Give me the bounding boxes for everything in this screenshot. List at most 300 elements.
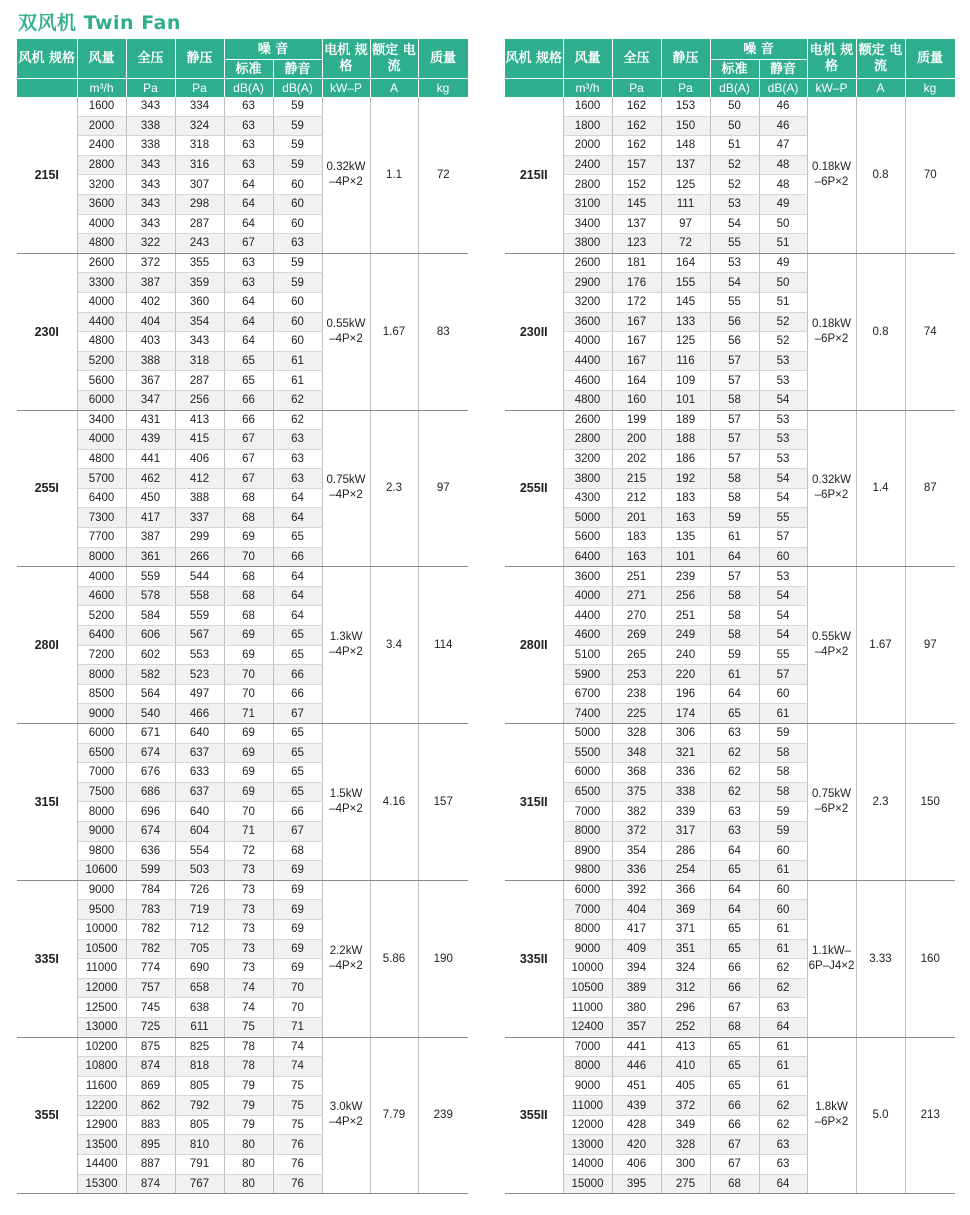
cell-noise-standard: 61 bbox=[710, 528, 759, 548]
unit-motor: kW–P bbox=[322, 79, 370, 98]
cell-static-pressure: 810 bbox=[175, 1135, 224, 1155]
cell-noise-silent: 63 bbox=[273, 430, 322, 450]
cell-noise-standard: 71 bbox=[224, 704, 273, 724]
cell-noise-standard: 64 bbox=[224, 312, 273, 332]
cell-mass: 97 bbox=[418, 410, 468, 567]
cell-total-pressure: 199 bbox=[612, 410, 661, 430]
cell-static-pressure: 256 bbox=[175, 390, 224, 410]
unit-noise-silent: dB(A) bbox=[273, 79, 322, 98]
cell-noise-standard: 50 bbox=[710, 97, 759, 116]
cell-noise-standard: 68 bbox=[224, 606, 273, 626]
cell-mass: 83 bbox=[418, 253, 468, 410]
cell-flow: 10600 bbox=[77, 861, 126, 881]
cell-total-pressure: 387 bbox=[126, 273, 175, 293]
cell-flow: 7000 bbox=[563, 1037, 612, 1057]
cell-noise-silent: 59 bbox=[273, 253, 322, 273]
cell-total-pressure: 439 bbox=[612, 1096, 661, 1116]
cell-noise-silent: 69 bbox=[273, 861, 322, 881]
cell-static-pressure: 405 bbox=[661, 1076, 710, 1096]
cell-flow: 5700 bbox=[77, 469, 126, 489]
cell-flow: 12000 bbox=[563, 1115, 612, 1135]
cell-total-pressure: 368 bbox=[612, 763, 661, 783]
cell-static-pressure: 638 bbox=[175, 998, 224, 1018]
cell-total-pressure: 757 bbox=[126, 978, 175, 998]
cell-total-pressure: 599 bbox=[126, 861, 175, 881]
cell-flow: 12900 bbox=[77, 1115, 126, 1135]
cell-flow: 11000 bbox=[563, 998, 612, 1018]
cell-noise-silent: 66 bbox=[273, 802, 322, 822]
cell-static-pressure: 466 bbox=[175, 704, 224, 724]
cell-total-pressure: 671 bbox=[126, 724, 175, 744]
cell-noise-silent: 63 bbox=[273, 469, 322, 489]
cell-mass: 74 bbox=[905, 253, 955, 410]
header-flow: 风量 bbox=[77, 39, 126, 79]
cell-total-pressure: 725 bbox=[126, 1017, 175, 1037]
cell-total-pressure: 343 bbox=[126, 175, 175, 195]
cell-current: 5.86 bbox=[370, 880, 418, 1037]
cell-current: 0.8 bbox=[856, 97, 905, 253]
cell-static-pressure: 805 bbox=[175, 1076, 224, 1096]
table-row bbox=[17, 567, 468, 587]
header-noise-standard: 标准 bbox=[224, 60, 273, 79]
cell-static-pressure: 243 bbox=[175, 234, 224, 254]
cell-noise-silent: 61 bbox=[759, 1057, 807, 1077]
cell-flow: 1600 bbox=[77, 97, 126, 116]
cell-total-pressure: 343 bbox=[126, 97, 175, 116]
cell-flow: 6500 bbox=[77, 743, 126, 763]
cell-static-pressure: 339 bbox=[661, 802, 710, 822]
cell-noise-standard: 58 bbox=[710, 606, 759, 626]
cell-flow: 4000 bbox=[77, 292, 126, 312]
cell-total-pressure: 336 bbox=[612, 861, 661, 881]
cell-noise-silent: 47 bbox=[759, 136, 807, 156]
cell-noise-silent: 65 bbox=[273, 724, 322, 744]
cell-noise-silent: 60 bbox=[273, 312, 322, 332]
cell-model: 230I bbox=[17, 253, 77, 410]
cell-total-pressure: 895 bbox=[126, 1135, 175, 1155]
cell-model: 280II bbox=[505, 567, 563, 724]
cell-total-pressure: 164 bbox=[612, 371, 661, 391]
cell-current: 3.4 bbox=[370, 567, 418, 724]
cell-model: 255I bbox=[17, 410, 77, 567]
twin-fan-spec-table-right bbox=[505, 39, 956, 1194]
cell-static-pressure: 633 bbox=[175, 763, 224, 783]
cell-noise-standard: 56 bbox=[710, 312, 759, 332]
cell-static-pressure: 338 bbox=[661, 782, 710, 802]
cell-total-pressure: 167 bbox=[612, 312, 661, 332]
cell-noise-standard: 63 bbox=[710, 802, 759, 822]
cell-noise-standard: 63 bbox=[224, 273, 273, 293]
twin-fan-spec-table-left bbox=[17, 39, 469, 1194]
cell-flow: 13500 bbox=[77, 1135, 126, 1155]
cell-motor: 1.3kW –4P×2 bbox=[322, 567, 370, 724]
cell-noise-silent: 50 bbox=[759, 273, 807, 293]
cell-model: 280I bbox=[17, 567, 77, 724]
cell-total-pressure: 181 bbox=[612, 253, 661, 273]
cell-total-pressure: 357 bbox=[612, 1017, 661, 1037]
cell-noise-standard: 63 bbox=[224, 97, 273, 116]
cell-noise-silent: 65 bbox=[273, 763, 322, 783]
cell-total-pressure: 883 bbox=[126, 1115, 175, 1135]
cell-total-pressure: 441 bbox=[612, 1037, 661, 1057]
cell-noise-standard: 64 bbox=[224, 175, 273, 195]
cell-noise-silent: 53 bbox=[759, 567, 807, 587]
header-current: 额定 电流 bbox=[370, 39, 418, 79]
cell-noise-silent: 67 bbox=[273, 821, 322, 841]
cell-flow: 11000 bbox=[563, 1096, 612, 1116]
cell-noise-silent: 58 bbox=[759, 782, 807, 802]
cell-flow: 4000 bbox=[77, 430, 126, 450]
cell-noise-silent: 74 bbox=[273, 1057, 322, 1077]
cell-total-pressure: 875 bbox=[126, 1037, 175, 1057]
cell-noise-standard: 64 bbox=[710, 841, 759, 861]
cell-noise-silent: 62 bbox=[273, 410, 322, 430]
cell-noise-silent: 70 bbox=[273, 998, 322, 1018]
cell-noise-silent: 65 bbox=[273, 782, 322, 802]
cell-total-pressure: 862 bbox=[126, 1096, 175, 1116]
cell-noise-standard: 55 bbox=[710, 234, 759, 254]
cell-total-pressure: 431 bbox=[126, 410, 175, 430]
cell-static-pressure: 372 bbox=[661, 1096, 710, 1116]
cell-total-pressure: 403 bbox=[126, 332, 175, 352]
cell-noise-standard: 66 bbox=[710, 1115, 759, 1135]
cell-total-pressure: 162 bbox=[612, 136, 661, 156]
cell-noise-standard: 57 bbox=[710, 430, 759, 450]
cell-total-pressure: 387 bbox=[126, 528, 175, 548]
cell-static-pressure: 251 bbox=[661, 606, 710, 626]
cell-flow: 5000 bbox=[563, 508, 612, 528]
cell-flow: 11600 bbox=[77, 1076, 126, 1096]
cell-mass: 150 bbox=[905, 724, 955, 881]
cell-noise-silent: 62 bbox=[759, 1096, 807, 1116]
cell-noise-silent: 66 bbox=[273, 665, 322, 685]
cell-noise-silent: 53 bbox=[759, 371, 807, 391]
cell-static-pressure: 275 bbox=[661, 1174, 710, 1194]
cell-total-pressure: 582 bbox=[126, 665, 175, 685]
cell-total-pressure: 215 bbox=[612, 469, 661, 489]
cell-noise-silent: 69 bbox=[273, 900, 322, 920]
cell-total-pressure: 157 bbox=[612, 155, 661, 175]
cell-noise-silent: 61 bbox=[759, 939, 807, 959]
cell-flow: 10500 bbox=[77, 939, 126, 959]
cell-flow: 8000 bbox=[77, 665, 126, 685]
cell-flow: 10500 bbox=[563, 978, 612, 998]
cell-model: 315I bbox=[17, 724, 77, 881]
cell-noise-silent: 48 bbox=[759, 155, 807, 175]
cell-flow: 4800 bbox=[77, 234, 126, 254]
cell-current: 4.16 bbox=[370, 724, 418, 881]
cell-static-pressure: 188 bbox=[661, 430, 710, 450]
cell-noise-standard: 57 bbox=[710, 351, 759, 371]
cell-noise-standard: 65 bbox=[710, 861, 759, 881]
cell-noise-standard: 64 bbox=[224, 332, 273, 352]
cell-total-pressure: 696 bbox=[126, 802, 175, 822]
cell-noise-silent: 76 bbox=[273, 1174, 322, 1194]
cell-noise-standard: 59 bbox=[710, 508, 759, 528]
cell-static-pressure: 767 bbox=[175, 1174, 224, 1194]
cell-flow: 2900 bbox=[563, 273, 612, 293]
cell-total-pressure: 123 bbox=[612, 234, 661, 254]
cell-static-pressure: 371 bbox=[661, 919, 710, 939]
cell-noise-standard: 64 bbox=[710, 547, 759, 567]
cell-noise-silent: 59 bbox=[273, 155, 322, 175]
cell-motor: 0.75kW –4P×2 bbox=[322, 410, 370, 567]
unit-flow: m³/h bbox=[563, 79, 612, 98]
cell-total-pressure: 451 bbox=[612, 1076, 661, 1096]
cell-noise-standard: 73 bbox=[224, 880, 273, 900]
cell-noise-silent: 60 bbox=[273, 332, 322, 352]
cell-static-pressure: 150 bbox=[661, 116, 710, 136]
cell-noise-silent: 50 bbox=[759, 214, 807, 234]
cell-flow: 3400 bbox=[563, 214, 612, 234]
cell-noise-standard: 50 bbox=[710, 116, 759, 136]
cell-static-pressure: 559 bbox=[175, 606, 224, 626]
cell-noise-silent: 46 bbox=[759, 97, 807, 116]
cell-total-pressure: 137 bbox=[612, 214, 661, 234]
cell-noise-silent: 59 bbox=[273, 136, 322, 156]
unit-noise-standard: dB(A) bbox=[224, 79, 273, 98]
cell-static-pressure: 125 bbox=[661, 175, 710, 195]
cell-total-pressure: 783 bbox=[126, 900, 175, 920]
cell-total-pressure: 784 bbox=[126, 880, 175, 900]
cell-static-pressure: 354 bbox=[175, 312, 224, 332]
cell-noise-silent: 61 bbox=[273, 371, 322, 391]
cell-noise-standard: 70 bbox=[224, 665, 273, 685]
header-noise-standard: 标准 bbox=[710, 60, 759, 79]
unit-current: A bbox=[370, 79, 418, 98]
cell-flow: 6000 bbox=[563, 763, 612, 783]
cell-current: 1.1 bbox=[370, 97, 418, 253]
cell-static-pressure: 239 bbox=[661, 567, 710, 587]
cell-static-pressure: 317 bbox=[661, 821, 710, 841]
cell-noise-standard: 67 bbox=[224, 469, 273, 489]
cell-model: 355I bbox=[17, 1037, 77, 1194]
cell-static-pressure: 690 bbox=[175, 959, 224, 979]
unit-mass: kg bbox=[905, 79, 955, 98]
cell-total-pressure: 251 bbox=[612, 567, 661, 587]
cell-total-pressure: 253 bbox=[612, 665, 661, 685]
cell-total-pressure: 676 bbox=[126, 763, 175, 783]
cell-total-pressure: 322 bbox=[126, 234, 175, 254]
cell-flow: 4800 bbox=[563, 390, 612, 410]
cell-total-pressure: 348 bbox=[612, 743, 661, 763]
cell-total-pressure: 636 bbox=[126, 841, 175, 861]
cell-noise-silent: 58 bbox=[759, 743, 807, 763]
header-flow: 风量 bbox=[563, 39, 612, 79]
cell-total-pressure: 602 bbox=[126, 645, 175, 665]
cell-noise-standard: 66 bbox=[710, 1096, 759, 1116]
cell-noise-standard: 70 bbox=[224, 547, 273, 567]
cell-flow: 6500 bbox=[563, 782, 612, 802]
cell-noise-silent: 69 bbox=[273, 959, 322, 979]
unit-model bbox=[17, 79, 77, 98]
header-noise: 噪 音 bbox=[224, 39, 322, 60]
unit-total-pressure: Pa bbox=[612, 79, 661, 98]
table-row bbox=[17, 1037, 468, 1057]
cell-flow: 2600 bbox=[77, 253, 126, 273]
cell-static-pressure: 791 bbox=[175, 1155, 224, 1175]
cell-current: 2.3 bbox=[856, 724, 905, 881]
cell-noise-silent: 65 bbox=[273, 743, 322, 763]
cell-noise-silent: 74 bbox=[273, 1037, 322, 1057]
cell-current: 1.67 bbox=[856, 567, 905, 724]
unit-flow: m³/h bbox=[77, 79, 126, 98]
header-mass: 质量 bbox=[905, 39, 955, 79]
cell-total-pressure: 441 bbox=[126, 449, 175, 469]
cell-current: 5.0 bbox=[856, 1037, 905, 1194]
cell-total-pressure: 271 bbox=[612, 586, 661, 606]
cell-static-pressure: 287 bbox=[175, 371, 224, 391]
cell-total-pressure: 417 bbox=[612, 919, 661, 939]
cell-static-pressure: 196 bbox=[661, 684, 710, 704]
unit-total-pressure: Pa bbox=[126, 79, 175, 98]
cell-model: 215II bbox=[505, 97, 563, 253]
cell-noise-standard: 66 bbox=[710, 978, 759, 998]
cell-flow: 13000 bbox=[563, 1135, 612, 1155]
unit-noise-silent: dB(A) bbox=[759, 79, 807, 98]
cell-flow: 3200 bbox=[563, 449, 612, 469]
cell-static-pressure: 307 bbox=[175, 175, 224, 195]
cell-static-pressure: 351 bbox=[661, 939, 710, 959]
cell-flow: 2800 bbox=[77, 155, 126, 175]
cell-static-pressure: 366 bbox=[661, 880, 710, 900]
cell-noise-silent: 49 bbox=[759, 253, 807, 273]
cell-noise-standard: 58 bbox=[710, 626, 759, 646]
cell-flow: 4000 bbox=[77, 567, 126, 587]
header-model: 风机 规格 bbox=[17, 39, 77, 79]
cell-noise-standard: 80 bbox=[224, 1155, 273, 1175]
table-row bbox=[505, 253, 955, 273]
cell-flow: 6000 bbox=[563, 880, 612, 900]
cell-noise-standard: 58 bbox=[710, 469, 759, 489]
cell-static-pressure: 183 bbox=[661, 488, 710, 508]
cell-noise-standard: 54 bbox=[710, 214, 759, 234]
cell-static-pressure: 318 bbox=[175, 136, 224, 156]
cell-flow: 5200 bbox=[77, 351, 126, 371]
cell-flow: 4400 bbox=[77, 312, 126, 332]
cell-total-pressure: 887 bbox=[126, 1155, 175, 1175]
cell-noise-standard: 66 bbox=[224, 410, 273, 430]
cell-total-pressure: 392 bbox=[612, 880, 661, 900]
cell-mass: 190 bbox=[418, 880, 468, 1037]
cell-flow: 3800 bbox=[563, 469, 612, 489]
cell-static-pressure: 792 bbox=[175, 1096, 224, 1116]
cell-motor: 1.1kW– 6P–J4×2 bbox=[807, 880, 856, 1037]
cell-total-pressure: 238 bbox=[612, 684, 661, 704]
cell-noise-silent: 59 bbox=[273, 97, 322, 116]
cell-flow: 4600 bbox=[563, 626, 612, 646]
cell-total-pressure: 394 bbox=[612, 959, 661, 979]
cell-noise-standard: 64 bbox=[710, 684, 759, 704]
header-noise-silent: 静音 bbox=[759, 60, 807, 79]
cell-total-pressure: 874 bbox=[126, 1057, 175, 1077]
cell-flow: 6000 bbox=[77, 724, 126, 744]
unit-model bbox=[505, 79, 563, 98]
cell-noise-standard: 71 bbox=[224, 821, 273, 841]
table-row bbox=[505, 724, 955, 744]
cell-current: 0.8 bbox=[856, 253, 905, 410]
cell-noise-silent: 59 bbox=[759, 802, 807, 822]
header-noise: 噪 音 bbox=[710, 39, 807, 60]
table-row bbox=[17, 97, 468, 116]
cell-noise-silent: 53 bbox=[759, 351, 807, 371]
cell-total-pressure: 406 bbox=[612, 1155, 661, 1175]
cell-current: 1.4 bbox=[856, 410, 905, 567]
cell-static-pressure: 318 bbox=[175, 351, 224, 371]
table-body bbox=[17, 97, 468, 1194]
cell-noise-silent: 63 bbox=[759, 998, 807, 1018]
cell-noise-standard: 53 bbox=[710, 194, 759, 214]
table-row bbox=[505, 567, 955, 587]
cell-total-pressure: 380 bbox=[612, 998, 661, 1018]
cell-noise-standard: 68 bbox=[710, 1174, 759, 1194]
cell-total-pressure: 540 bbox=[126, 704, 175, 724]
cell-noise-standard: 64 bbox=[710, 900, 759, 920]
cell-flow: 4800 bbox=[77, 332, 126, 352]
cell-noise-standard: 70 bbox=[224, 802, 273, 822]
cell-static-pressure: 406 bbox=[175, 449, 224, 469]
cell-noise-silent: 69 bbox=[273, 939, 322, 959]
cell-static-pressure: 254 bbox=[661, 861, 710, 881]
cell-noise-silent: 75 bbox=[273, 1115, 322, 1135]
cell-motor: 0.18kW –6P×2 bbox=[807, 97, 856, 253]
cell-current: 3.33 bbox=[856, 880, 905, 1037]
cell-model: 355II bbox=[505, 1037, 563, 1194]
cell-noise-silent: 63 bbox=[273, 449, 322, 469]
cell-noise-standard: 69 bbox=[224, 782, 273, 802]
cell-noise-standard: 64 bbox=[710, 880, 759, 900]
cell-noise-standard: 58 bbox=[710, 390, 759, 410]
cell-noise-standard: 57 bbox=[710, 371, 759, 391]
cell-noise-silent: 62 bbox=[759, 1115, 807, 1135]
cell-noise-standard: 73 bbox=[224, 959, 273, 979]
cell-flow: 5500 bbox=[563, 743, 612, 763]
cell-static-pressure: 413 bbox=[661, 1037, 710, 1057]
cell-total-pressure: 774 bbox=[126, 959, 175, 979]
cell-noise-standard: 70 bbox=[224, 684, 273, 704]
cell-static-pressure: 726 bbox=[175, 880, 224, 900]
cell-noise-standard: 55 bbox=[710, 292, 759, 312]
cell-static-pressure: 116 bbox=[661, 351, 710, 371]
cell-total-pressure: 172 bbox=[612, 292, 661, 312]
cell-noise-standard: 53 bbox=[710, 253, 759, 273]
cell-static-pressure: 252 bbox=[661, 1017, 710, 1037]
cell-noise-silent: 54 bbox=[759, 586, 807, 606]
header-total-pressure: 全压 bbox=[126, 39, 175, 79]
cell-noise-silent: 71 bbox=[273, 1017, 322, 1037]
cell-noise-standard: 63 bbox=[224, 253, 273, 273]
cell-noise-silent: 60 bbox=[273, 214, 322, 234]
cell-static-pressure: 719 bbox=[175, 900, 224, 920]
cell-noise-silent: 53 bbox=[759, 449, 807, 469]
cell-static-pressure: 109 bbox=[661, 371, 710, 391]
cell-total-pressure: 361 bbox=[126, 547, 175, 567]
cell-noise-silent: 54 bbox=[759, 626, 807, 646]
cell-total-pressure: 347 bbox=[126, 390, 175, 410]
cell-static-pressure: 111 bbox=[661, 194, 710, 214]
cell-static-pressure: 412 bbox=[175, 469, 224, 489]
cell-static-pressure: 266 bbox=[175, 547, 224, 567]
cell-static-pressure: 558 bbox=[175, 586, 224, 606]
cell-noise-silent: 53 bbox=[759, 430, 807, 450]
cell-noise-silent: 61 bbox=[759, 704, 807, 724]
cell-flow: 8000 bbox=[77, 802, 126, 822]
cell-noise-silent: 75 bbox=[273, 1096, 322, 1116]
cell-static-pressure: 145 bbox=[661, 292, 710, 312]
cell-static-pressure: 192 bbox=[661, 469, 710, 489]
cell-total-pressure: 462 bbox=[126, 469, 175, 489]
cell-static-pressure: 611 bbox=[175, 1017, 224, 1037]
